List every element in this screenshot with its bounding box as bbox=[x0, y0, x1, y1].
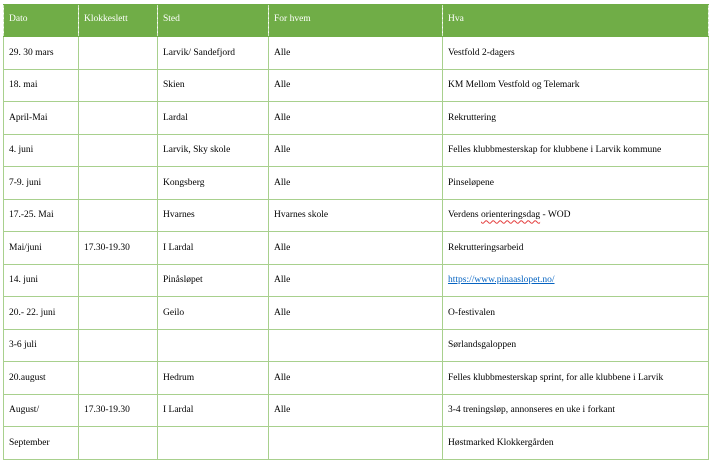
cell-klokkeslett bbox=[79, 329, 158, 362]
cell-klokkeslett bbox=[79, 69, 158, 102]
cell-dato: September bbox=[4, 427, 79, 460]
cell-sted bbox=[158, 329, 269, 362]
spellcheck-word: orienteringsdag bbox=[480, 210, 541, 221]
cell-sted: I Lardal bbox=[158, 394, 269, 427]
cell-klokkeslett bbox=[79, 102, 158, 135]
cell-for-hvem: Alle bbox=[269, 264, 443, 297]
cell-klokkeslett bbox=[79, 264, 158, 297]
cell-for-hvem: Alle bbox=[269, 362, 443, 395]
cell-for-hvem bbox=[269, 427, 443, 460]
cell-klokkeslett: 17.30-19.30 bbox=[79, 232, 158, 265]
cell-sted: Hedrum bbox=[158, 362, 269, 395]
cell-sted: Pinåsløpet bbox=[158, 264, 269, 297]
cell-sted: Kongsberg bbox=[158, 167, 269, 200]
cell-hva: Sørlandsgaloppen bbox=[443, 329, 709, 362]
table-row bbox=[4, 329, 709, 362]
cell-for-hvem: Alle bbox=[269, 232, 443, 265]
cell-hva: 3-4 treningsløp, annonseres en uke i forkant bbox=[443, 394, 709, 427]
cell-klokkeslett bbox=[79, 362, 158, 395]
cell-for-hvem: Alle bbox=[269, 37, 443, 70]
header-sted: Sted bbox=[158, 5, 269, 37]
cell-dato: August/ bbox=[4, 394, 79, 427]
table-row bbox=[4, 199, 709, 232]
cell-hva: Høstmarked Klokkergården bbox=[443, 427, 709, 460]
cell-for-hvem: Alle bbox=[269, 394, 443, 427]
table-row bbox=[4, 102, 709, 135]
cell-dato: April-Mai bbox=[4, 102, 79, 135]
cell-dato: Mai/juni bbox=[4, 232, 79, 265]
cell-klokkeslett bbox=[79, 134, 158, 167]
table-row bbox=[4, 362, 709, 395]
cell-for-hvem: Hvarnes skole bbox=[269, 199, 443, 232]
table-row bbox=[4, 427, 709, 460]
table-row bbox=[4, 167, 709, 200]
table-row bbox=[4, 69, 709, 102]
cell-for-hvem: Alle bbox=[269, 167, 443, 200]
cell-dato: 29. 30 mars bbox=[4, 37, 79, 70]
table-row bbox=[4, 297, 709, 330]
header-hva: Hva bbox=[443, 5, 709, 37]
cell-hva: O-festivalen bbox=[443, 297, 709, 330]
cell-sted: Geilo bbox=[158, 297, 269, 330]
cell-hva: Felles klubbmesterskap for klubbene i Larvik kommune bbox=[443, 134, 709, 167]
cell-dato: 20.august bbox=[4, 362, 79, 395]
table-row bbox=[4, 264, 709, 297]
cell-for-hvem: Alle bbox=[269, 102, 443, 135]
schedule-table bbox=[3, 4, 709, 460]
cell-hva: Pinseløpene bbox=[443, 167, 709, 200]
pinaaslopet-link[interactable]: https://www.pinaaslopet.no/ bbox=[448, 275, 555, 286]
cell-hva: Rekruttering bbox=[443, 102, 709, 135]
cell-dato: 4. juni bbox=[4, 134, 79, 167]
cell-klokkeslett bbox=[79, 167, 158, 200]
cell-dato: 18. mai bbox=[4, 69, 79, 102]
cell-sted: Larvik, Sky skole bbox=[158, 134, 269, 167]
cell-hva: KM Mellom Vestfold og Telemark bbox=[443, 69, 709, 102]
cell-for-hvem: Alle bbox=[269, 297, 443, 330]
cell-hva: Verdens orienteringsdag - WOD bbox=[443, 199, 709, 232]
cell-dato: 14. juni bbox=[4, 264, 79, 297]
cell-dato: 20.- 22. juni bbox=[4, 297, 79, 330]
cell-sted: Lardal bbox=[158, 102, 269, 135]
table-row bbox=[4, 37, 709, 70]
cell-sted: Larvik/ Sandefjord bbox=[158, 37, 269, 70]
cell-dato: 7-9. juni bbox=[4, 167, 79, 200]
cell-for-hvem: Alle bbox=[269, 134, 443, 167]
header-klokkeslett: Klokkeslett bbox=[79, 5, 158, 37]
cell-klokkeslett: 17.30-19.30 bbox=[79, 394, 158, 427]
cell-sted bbox=[158, 427, 269, 460]
cell-for-hvem bbox=[269, 329, 443, 362]
cell-for-hvem: Alle bbox=[269, 69, 443, 102]
cell-hva bbox=[443, 264, 709, 297]
header-for-hvem: For hvem bbox=[269, 5, 443, 37]
cell-dato: 3-6 juli bbox=[4, 329, 79, 362]
header-row bbox=[4, 5, 709, 37]
cell-hva: Felles klubbmesterskap sprint, for alle klubbene i Larvik bbox=[443, 362, 709, 395]
table-row bbox=[4, 232, 709, 265]
cell-sted: I Lardal bbox=[158, 232, 269, 265]
table-row bbox=[4, 134, 709, 167]
cell-sted: Hvarnes bbox=[158, 199, 269, 232]
cell-klokkeslett bbox=[79, 427, 158, 460]
cell-dato: 17.-25. Mai bbox=[4, 199, 79, 232]
cell-hva: Rekrutteringsarbeid bbox=[443, 232, 709, 265]
cell-klokkeslett bbox=[79, 297, 158, 330]
header-dato: Dato bbox=[4, 5, 79, 37]
cell-klokkeslett bbox=[79, 199, 158, 232]
cell-klokkeslett bbox=[79, 37, 158, 70]
cell-sted: Skien bbox=[158, 69, 269, 102]
table-row bbox=[4, 394, 709, 427]
cell-hva: Vestfold 2-dagers bbox=[443, 37, 709, 70]
